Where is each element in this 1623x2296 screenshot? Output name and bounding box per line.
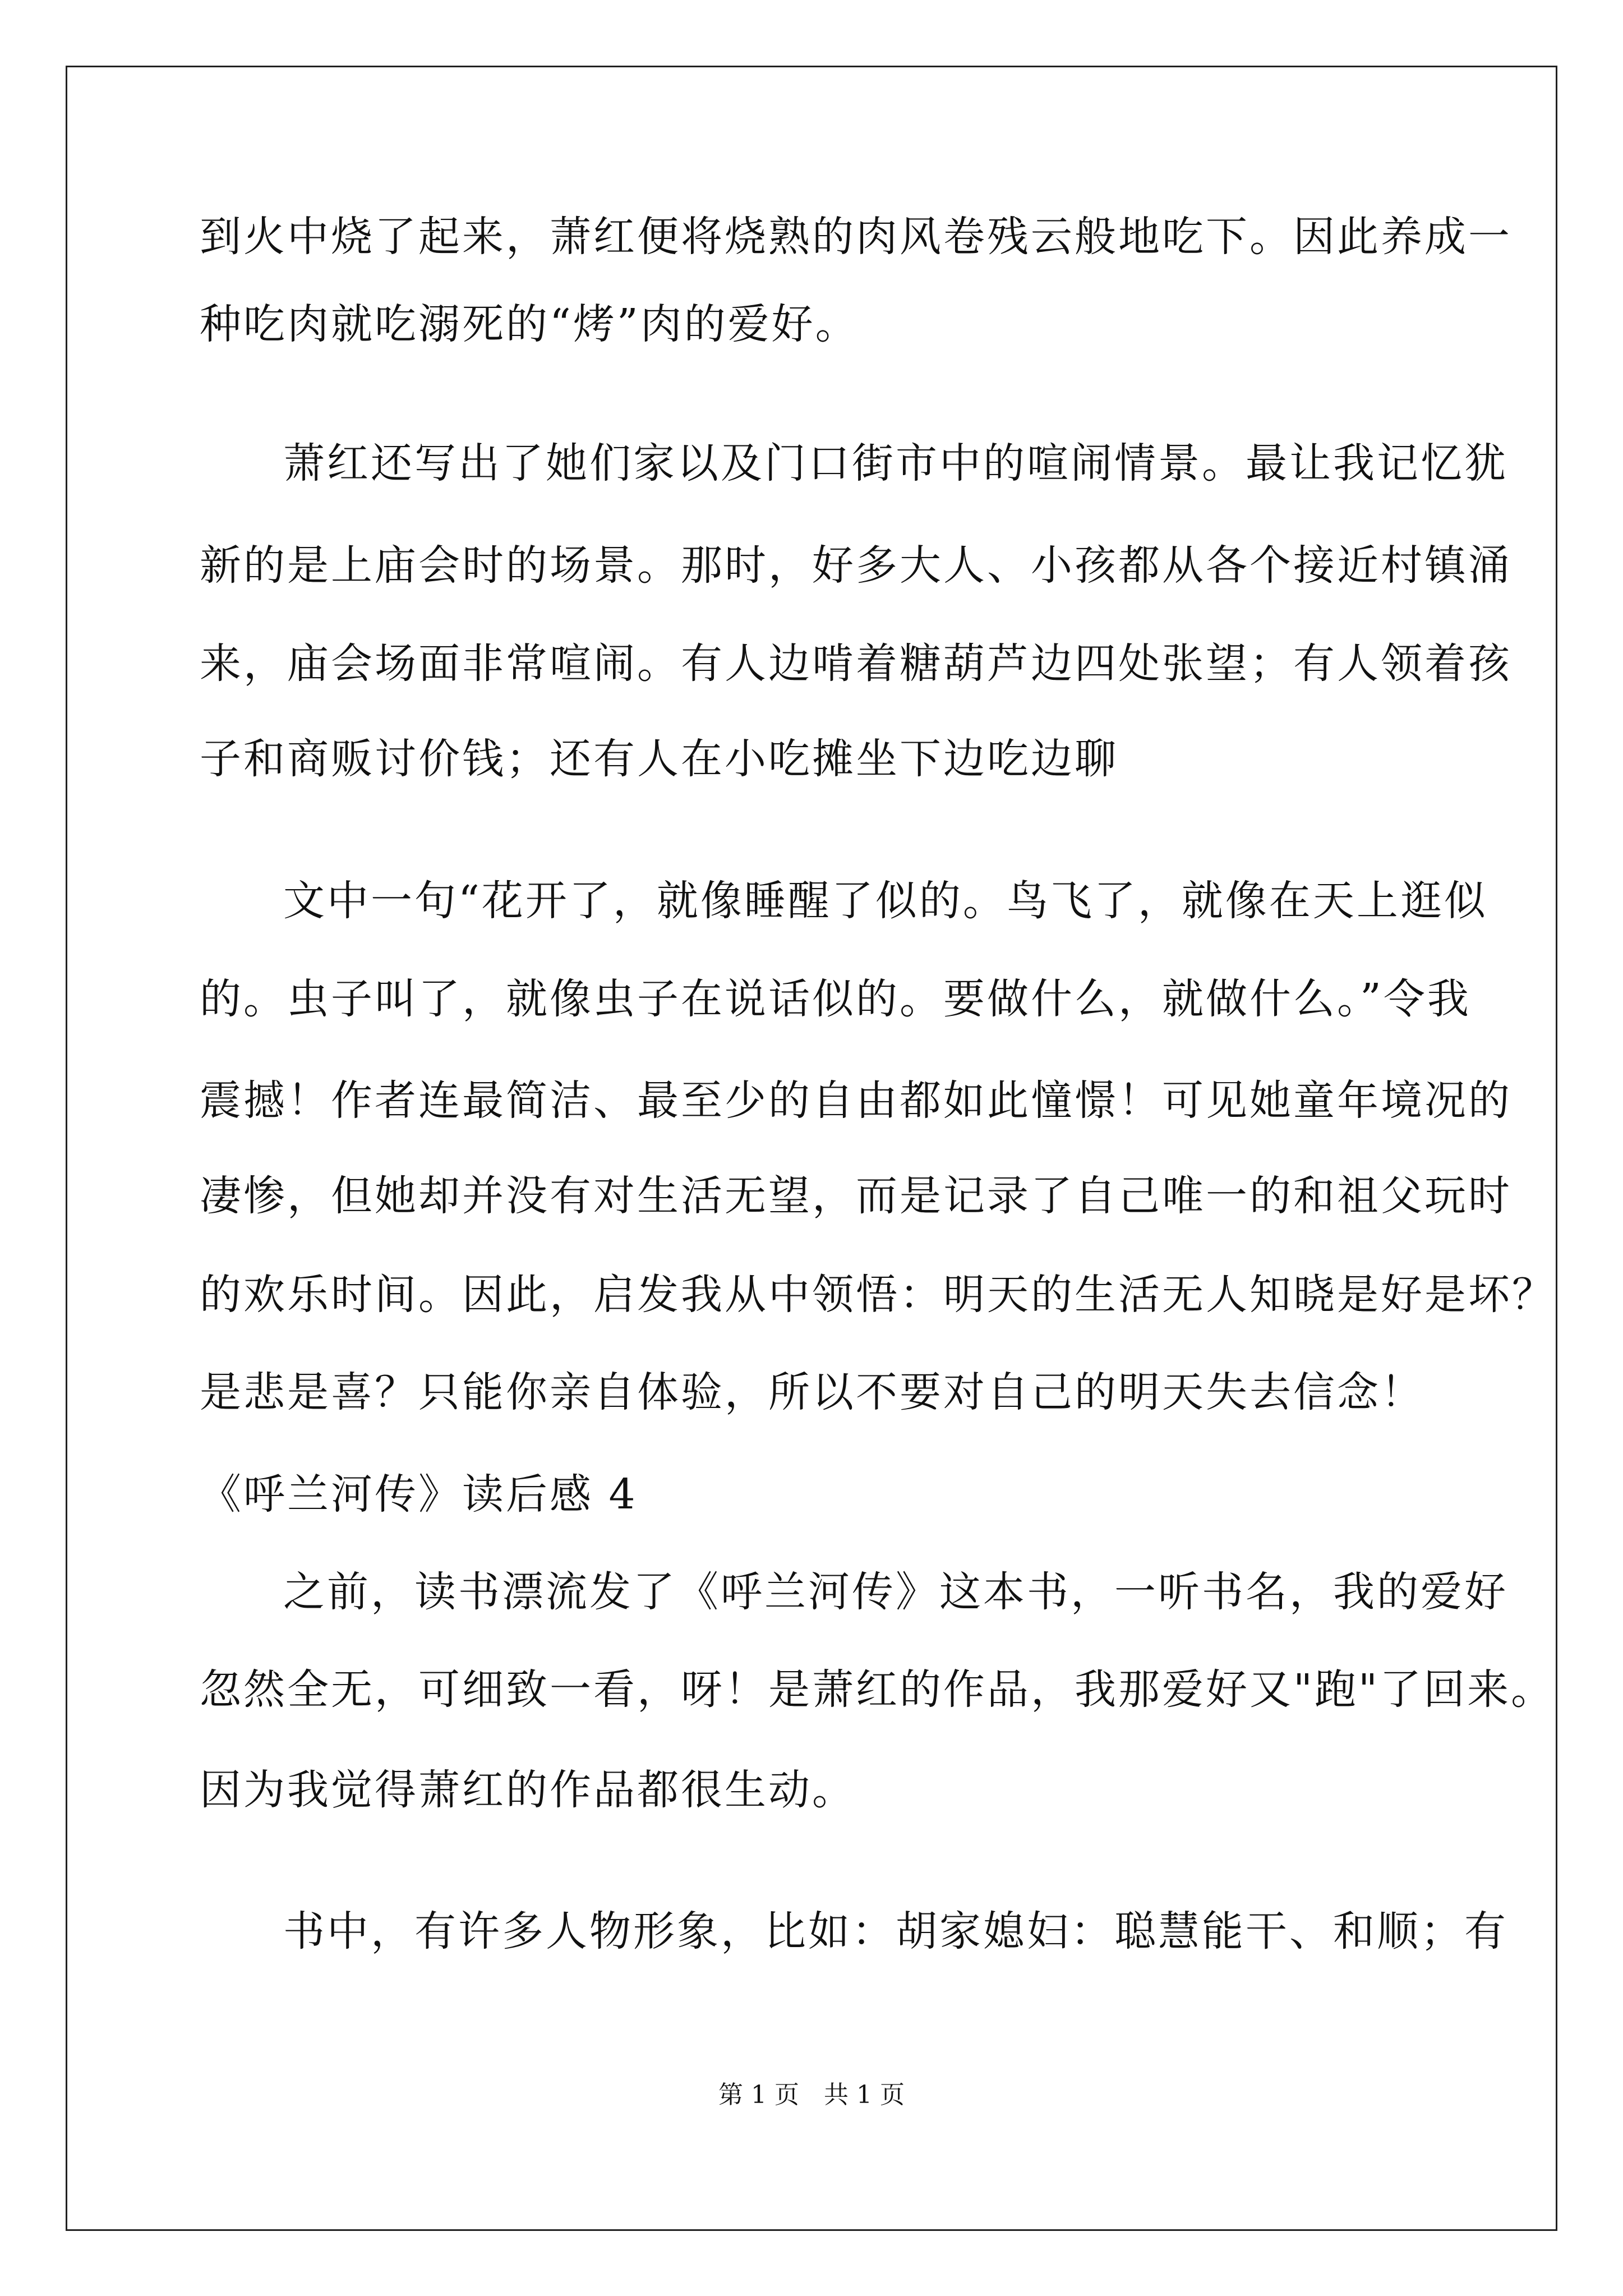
paragraph-line: 文中一句“花开了，就像睡醒了似的。鸟飞了，就像在天上逛似 bbox=[283, 877, 1488, 925]
paragraph-line: 因为我觉得萧红的作品都很生动。 bbox=[200, 1766, 856, 1814]
paragraph-line: 子和商贩讨价钱；还有人在小吃摊坐下边吃边聊 bbox=[200, 735, 1118, 783]
paragraph-line: 忽然全无，可细致一看，呀！是萧红的作品，我那爱好又"跑"了回来。 bbox=[200, 1665, 1555, 1714]
paragraph-line: 的欢乐时间。因此，启发我从中领悟：明天的生活无人知晓是好是坏？ bbox=[200, 1271, 1556, 1319]
paragraph-line: 萧红还写出了她们家以及门口街市中的喧闹情景。最让我记忆犹 bbox=[283, 439, 1508, 487]
paragraph-line: 震撼！作者连最简洁、最至少的自由都如此憧憬！可见她童年境况的 bbox=[200, 1076, 1512, 1125]
paragraph-line: 凄惨，但她却并没有对生活无望，而是记录了自己唯一的和祖父玩时 bbox=[200, 1172, 1512, 1220]
section-heading: 《呼兰河传》读后感 4 bbox=[200, 1470, 638, 1519]
page-number-footer: 第 1 页 共 1 页 bbox=[718, 2081, 905, 2109]
paragraph-line: 之前，读书漂流发了《呼兰河传》这本书，一听书名，我的爱好 bbox=[283, 1568, 1508, 1616]
paragraph-line: 到火中烧了起来，萧红便将烧熟的肉风卷残云般地吃下。因此养成一 bbox=[200, 213, 1512, 261]
paragraph-line: 新的是上庙会时的场景。那时，好多大人、小孩都从各个接近村镇涌 bbox=[200, 541, 1512, 590]
paragraph-line: 书中，有许多人物形象，比如：胡家媳妇：聪慧能干、和顺；有 bbox=[283, 1907, 1508, 1955]
paragraph-line: 来，庙会场面非常喧闹。有人边啃着糖葫芦边四处张望；有人领着孩 bbox=[200, 639, 1512, 688]
paragraph-line: 种吃肉就吃溺死的“烤”肉的爱好。 bbox=[200, 300, 859, 348]
paragraph-line: 是悲是喜？只能你亲自体验，所以不要对自己的明天失去信念！ bbox=[200, 1368, 1424, 1416]
paragraph-line: 的。虫子叫了，就像虫子在说话似的。要做什么，就做什么。”令我 bbox=[200, 975, 1471, 1023]
